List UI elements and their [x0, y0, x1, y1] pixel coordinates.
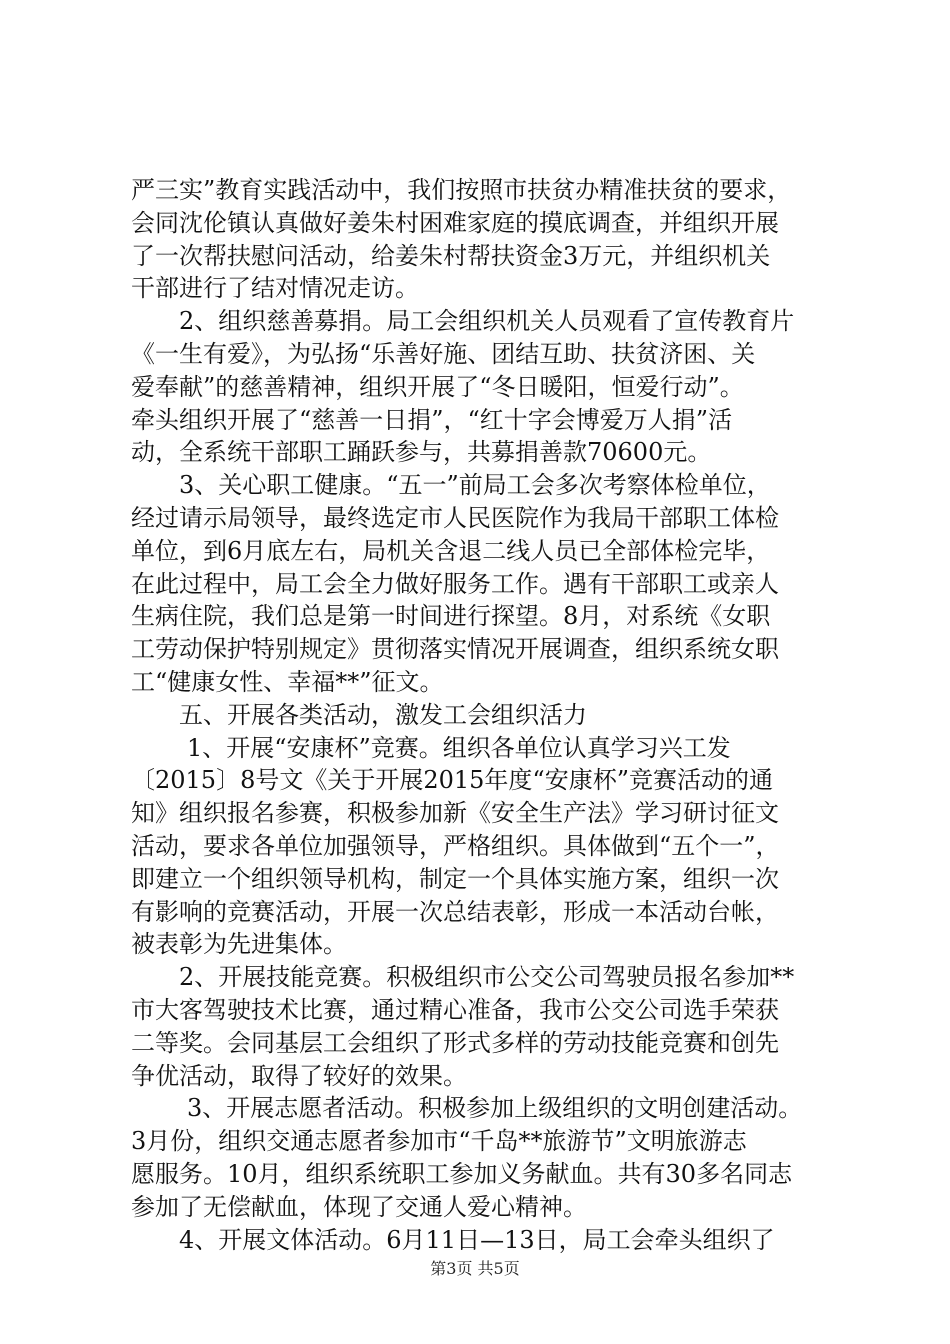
text-line: 生病住院，我们总是第一时间进行探望。8月，对系统《女职	[131, 602, 771, 631]
text-line: 有影响的竞赛活动，开展一次总结表彰，形成一本活动台帐，	[131, 897, 779, 926]
text-line: 2、组织慈善募捐。局工会组织机关人员观看了宣传教育片	[179, 307, 795, 336]
text-line: 单位，到6月底左右，局机关含退二线人员已全部体检完毕，	[131, 536, 771, 565]
text-line: 〔2015〕8号文《关于开展2015年度“安康杯”竞赛活动的通	[131, 766, 773, 795]
text-line: 2、开展技能竞赛。积极组织市公交公司驾驶员报名参加**	[179, 963, 795, 992]
text-line: 1、开展“安康杯”竞赛。组织各单位认真学习兴工发	[187, 733, 731, 762]
text-line: 3、开展志愿者活动。积极参加上级组织的文明创建活动。	[187, 1094, 803, 1123]
text-line: 爱奉献”的慈善精神，组织开展了“冬日暖阳，恒爱行动”。	[131, 372, 744, 401]
paragraph	[131, 469, 831, 699]
text-line: 工“健康女性、幸福**”征文。	[131, 667, 444, 696]
text-line: 被表彰为先进集体。	[131, 930, 347, 959]
text-line: 经过请示局领导，最终选定市人民医院作为我局干部职工体检	[131, 503, 779, 532]
text-line: 工劳动保护特别规定》贯彻落实情况开展调查，组织系统女职	[131, 635, 779, 664]
text-line: 二等奖。会同基层工会组织了形式多样的劳动技能竞赛和创先	[131, 1028, 779, 1057]
text-line: 愿服务。10月，组织系统职工参加义务献血。共有30多名同志	[131, 1159, 793, 1188]
paragraph	[131, 732, 831, 765]
paragraph	[131, 305, 831, 469]
paragraph	[131, 1125, 831, 1223]
text-line: 市大客驾驶技术比赛，通过精心准备，我市公交公司选手荣获	[131, 995, 779, 1024]
page-footer: 第3页 共5页	[430, 1259, 520, 1278]
text-line: 活动，要求各单位加强领导，严格组织。具体做到“五个一”，	[131, 831, 780, 860]
text-line: 争优活动，取得了较好的效果。	[131, 1061, 467, 1090]
text-line: 严三实”教育实践活动中，我们按照市扶贫办精准扶贫的要求，	[131, 176, 792, 204]
text-line: 即建立一个组织领导机构，制定一个具体实施方案，组织一次	[131, 864, 779, 893]
paragraph	[131, 1092, 831, 1125]
text-line: 3、关心职工健康。“五一”前局工会多次考察体检单位，	[179, 471, 771, 500]
text-line: 4、开展文体活动。6月11日—13日，局工会牵头组织了	[179, 1225, 775, 1254]
text-line: 参加了无偿献血，体现了交通人爱心精神。	[131, 1192, 587, 1221]
text-line: 3月份，组织交通志愿者参加市“千岛**旅游节”文明旅游志	[131, 1127, 747, 1156]
paragraph	[131, 699, 831, 732]
paragraph	[131, 174, 831, 305]
text-line: 动，全系统干部职工踊跃参与，共募捐善款70600元。	[131, 438, 712, 467]
paragraph	[131, 764, 831, 961]
text-line: 了一次帮扶慰问活动，给姜朱村帮扶资金3万元，并组织机关	[131, 241, 771, 270]
paragraph	[131, 1224, 831, 1257]
text-line: 干部进行了结对情况走访。	[131, 274, 419, 303]
text-line: 会同沈伦镇认真做好姜朱村困难家庭的摸底调查，并组织开展	[131, 208, 779, 237]
text-line: 五、开展各类活动，激发工会组织活力	[179, 700, 587, 729]
paragraph	[131, 961, 831, 1092]
text-line: 《一生有爱》，为弘扬“乐善好施、团结互助、扶贫济困、关	[131, 339, 756, 368]
text-line: 牵头组织开展了“慈善一日捐”，“红十字会博爱万人捐”活	[131, 405, 733, 434]
document-body	[131, 174, 831, 1256]
text-line: 在此过程中，局工会全力做好服务工作。遇有干部职工或亲人	[131, 569, 779, 598]
text-line: 知》组织报名参赛，积极参加新《安全生产法》学习研讨征文	[131, 799, 779, 828]
